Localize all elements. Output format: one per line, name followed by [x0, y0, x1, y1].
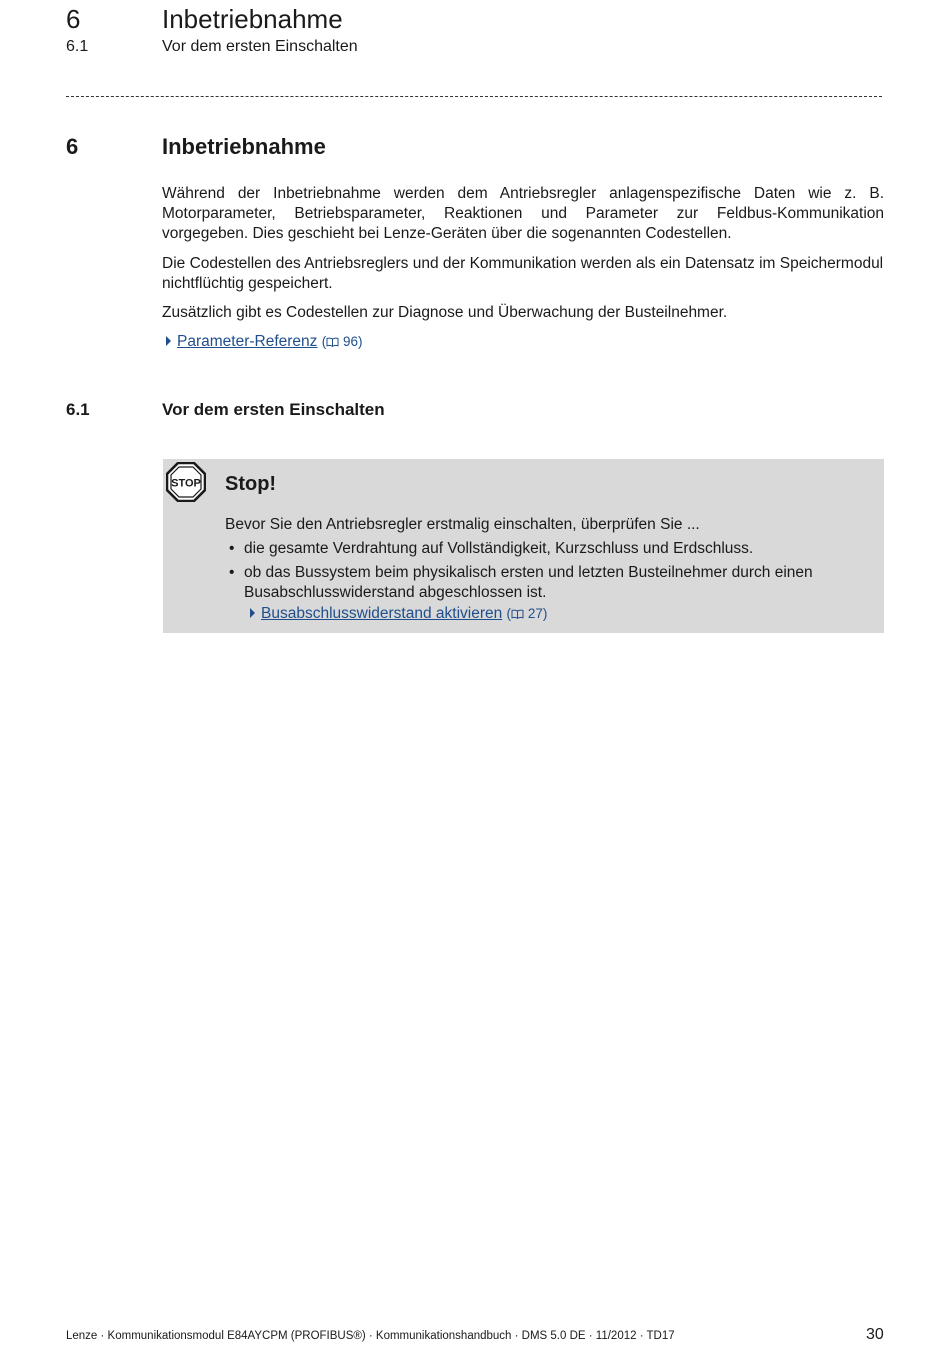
chapter-number: 6: [66, 134, 79, 159]
parameter-reference-link[interactable]: Parameter-Referenz: [177, 333, 318, 350]
page-number: 30: [866, 1326, 884, 1343]
chapter-paragraph-1: Während der Inbetriebnahme werden dem Antriebsregler anlagenspezifische Daten wie z. B. Motorparameter, Betriebsparameter, Reaktionen und Parameter zur Feldbus-Kommunikation vorgegeben. Dies geschieht bei Lenze-Geräten über die sogenannten Codestellen.: [162, 185, 884, 242]
book-icon: [326, 337, 339, 347]
arrow-right-icon: [250, 608, 255, 618]
stop-sign-icon: [166, 462, 206, 502]
header-chapter-title: Inbetriebnahme: [162, 4, 343, 34]
stop-bullet-1: • die gesamte Verdrahtung auf Vollständigkeit, Kurzschluss und Erdschluss.: [225, 539, 875, 559]
stop-sign-label: STOP: [171, 477, 201, 490]
section-number: 6.1: [66, 400, 90, 419]
header-chapter-number: 6: [66, 4, 81, 34]
bus-termination-link-line: [250, 604, 547, 624]
chapter-paragraph-2: Die Codestellen des Antriebsreglers und der Kommunikation werden als ein Datensatz im Speichermodul nichtflüchtig gespeichert.: [162, 255, 884, 292]
chapter-paragraph-3: Zusätzlich gibt es Codestellen zur Diagnose und Überwachung der Busteilnehmer.: [162, 304, 728, 321]
book-icon: [511, 609, 524, 619]
page-footer: Lenze · Kommunikationsmodul E84AYCPM (PROFIBUS®) · Kommunikationshandbuch · DMS 5.0 DE · 11/2012 · TD17: [66, 1330, 675, 1342]
parameter-reference-link-line: [166, 332, 363, 352]
bus-termination-link[interactable]: Busabschlusswiderstand aktivieren: [261, 605, 503, 622]
stop-heading: Stop!: [225, 473, 277, 495]
header-section-number: 6.1: [66, 38, 89, 55]
page-reference: ( 27): [506, 606, 548, 621]
stop-bullet-2: • ob das Bussystem beim physikalisch ersten und letzten Busteilnehmer durch einen Busabschlusswiderstand abgeschlossen ist.: [225, 563, 875, 603]
stop-content: [225, 515, 875, 603]
header-divider: [66, 96, 882, 97]
chapter-title: Inbetriebnahme: [162, 134, 326, 159]
header-section-title: Vor dem ersten Einschalten: [162, 38, 358, 55]
arrow-right-icon: [166, 336, 171, 346]
stop-intro: Bevor Sie den Antriebsregler erstmalig einschalten, überprüfen Sie ...: [225, 516, 700, 533]
section-title: Vor dem ersten Einschalten: [162, 400, 385, 419]
page-reference: ( 96): [321, 334, 363, 349]
